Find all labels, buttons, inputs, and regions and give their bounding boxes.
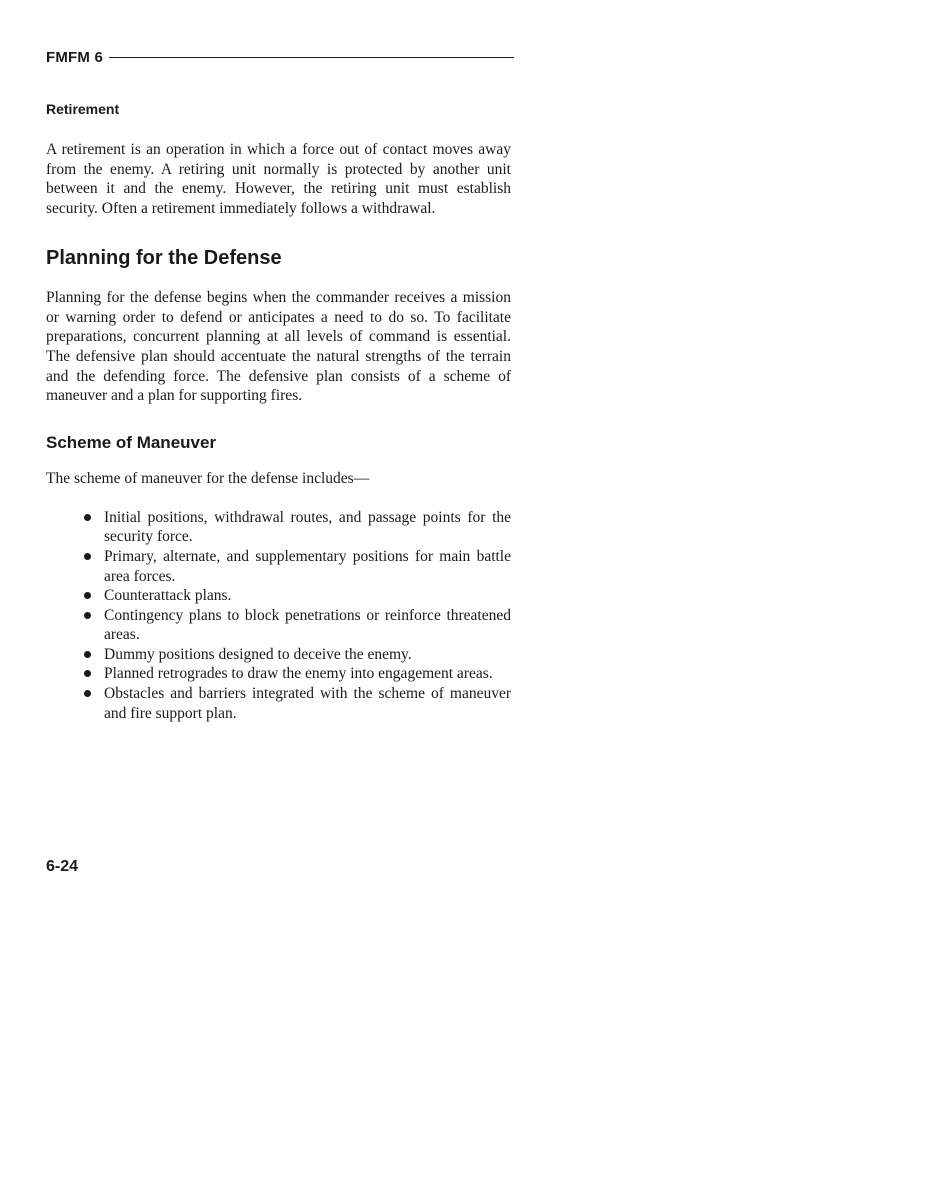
bullet-icon xyxy=(84,670,91,677)
list-item xyxy=(104,508,511,547)
bullet-icon xyxy=(84,514,91,521)
list-item xyxy=(104,606,511,645)
bullet-icon xyxy=(84,690,91,697)
bullet-icon xyxy=(84,592,91,599)
retirement-heading: Retirement xyxy=(46,101,120,117)
list-item xyxy=(104,684,511,723)
list-item-text: Counterattack plans. xyxy=(104,587,232,605)
bullet-icon xyxy=(84,612,91,619)
scheme-heading: Scheme of Maneuver xyxy=(46,433,217,453)
scheme-list xyxy=(46,508,511,724)
bullet-icon xyxy=(84,553,91,560)
list-item xyxy=(104,664,511,684)
list-item-text: Contingency plans to block penetrations or reinforce threatened areas. xyxy=(104,606,511,644)
page-number: 6-24 xyxy=(46,858,79,875)
list-item xyxy=(104,645,511,665)
list-item-text: Dummy positions designed to deceive the enemy. xyxy=(104,645,412,663)
planning-heading: Planning for the Defense xyxy=(46,246,282,269)
list-item-text: Initial positions, withdrawal routes, and passage points for the security force. xyxy=(104,508,511,546)
list-item-text: Primary, alternate, and supplementary positions for main battle area forces. xyxy=(104,547,511,585)
list-item-text: Obstacles and barriers integrated with the scheme of maneuver and fire support plan. xyxy=(104,685,511,722)
scheme-intro: The scheme of maneuver for the defense includes— xyxy=(46,470,370,488)
running-header xyxy=(46,46,514,68)
header-rule xyxy=(109,57,514,58)
retirement-paragraph: A retirement is an operation in which a force out of contact moves away from the enemy. A retiring unit normally is protected by another unit between it and the enemy. However, the retiring unit must establish security. Often a retirement immediately follows a withdrawal. xyxy=(46,141,511,218)
list-item xyxy=(104,586,511,606)
page-content xyxy=(46,98,511,723)
list-item xyxy=(104,547,511,586)
bullet-icon xyxy=(84,651,91,658)
planning-paragraph: Planning for the defense begins when the commander receives a mission or warning order to defend or anticipates a need to do so. To facilitate preparations, concurrent planning at all levels of command is essential. The defensive plan should accentuate the natural strengths of the terrain and the defending force. The defensive plan consists of a scheme of maneuver and a plan for supporting fires. xyxy=(46,288,511,405)
publication-title: FMFM 6 xyxy=(46,48,104,66)
list-item-text: Planned retrogrades to draw the enemy into engagement areas. xyxy=(104,665,493,683)
